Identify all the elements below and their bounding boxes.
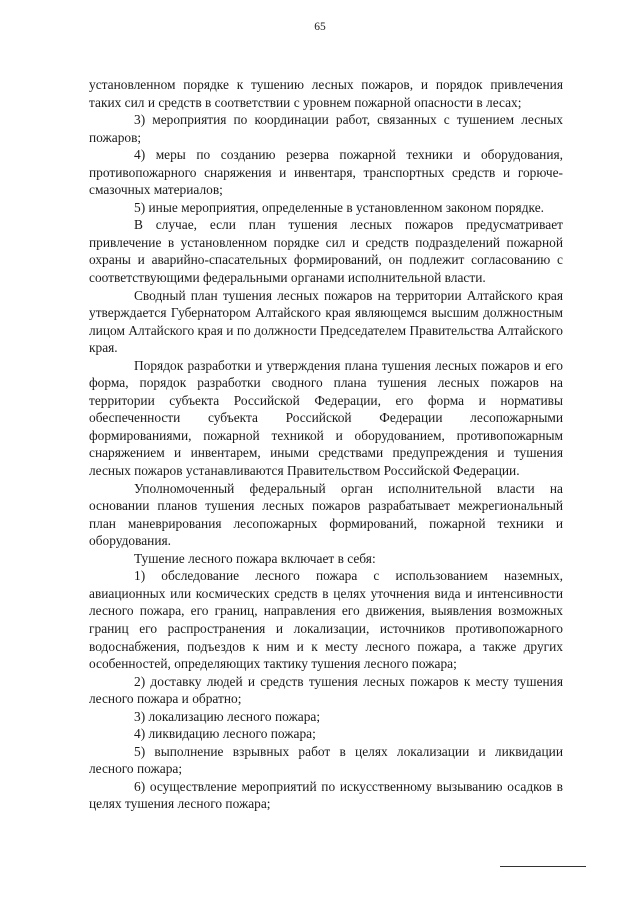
list-item-5-blasting: 5) выполнение взрывных работ в целях локализации и ликвидации лесного пожара; (89, 743, 563, 777)
paragraph-coordination: В случае, если план тушения лесных пожаров предусматривает привлечение в установленном порядке сил и средств подразделений пожарной охраны и аварийно-спасательных формирований, он подлежит согласованию с соответствующими федеральными органами исполнительной власти. (89, 217, 563, 286)
list-item-6-precipitation: 6) осуществление мероприятий по искусственному вызыванию осадков в целях тушения лесного пожара; (89, 778, 563, 812)
paragraph-extinguishing-intro: Тушение лесного пожара включает в себя: (134, 550, 376, 566)
page-number: 65 (314, 21, 326, 33)
list-item-3: 3) мероприятия по координации работ, связанных с тушением лесных пожаров; (89, 112, 563, 145)
paragraph-federal-body: Уполномоченный федеральный орган исполнительной власти на основании планов тушения лесных пожаров разрабатывает межрегиональный план маневрирования лесопожарных формирований, пожарной техники и оборудования. (89, 480, 563, 549)
list-item-3-localization: 3) локализацию лесного пожара; (134, 708, 321, 724)
list-item-2: 2) доставку людей и средств тушения лесных пожаров к месту тушения лесного пожара и обратно; (89, 673, 563, 707)
paragraph-consolidated-plan: Сводный план тушения лесных пожаров на территории Алтайского края утверждается Губернатором Алтайского края являющемся высшим должностным лицом Алтайского края и по должности Председателем Правительства Алтайского края. (89, 287, 563, 356)
document-body (89, 76, 563, 813)
list-item-1: 1) обследование лесного пожара с использованием наземных, авиационных или космических средств в целях уточнения вида и интенсивности лесного пожара, его границ, направления его движения, выявления возможных границ его распространения и локализации, источников противопожарного водоснабжения, подъездов к ним и к месту лесного пожара, а также других особенностей, определяющих тактику тушения лесного пожара; (89, 568, 563, 672)
footer-rule (500, 866, 586, 867)
list-item-4-liquidation: 4) ликвидацию лесного пожара; (134, 726, 316, 742)
list-item-4: 4) меры по созданию резерва пожарной техники и оборудования, противопожарного снаряжения и инвентаря, транспортных средств и горюче-смазочных материалов; (89, 147, 563, 198)
paragraph-continuation: установленном порядке к тушению лесных пожаров, и порядок привлечения таких сил и средств в соответствии с уровнем пожарной опасности в лесах; (89, 77, 563, 110)
paragraph-procedure: Порядок разработки и утверждения плана тушения лесных пожаров и его форма, порядок разработки сводного плана тушения лесных пожаров на территории субъекта Российской Федерации, его форма и нормативы обеспеченности субъекта Российской Федерации лесопожарными формированиями, пожарной техникой и оборудованием, противопожарным снаряжением и инвентарем, иными средствами предупреждения и тушения лесных пожаров устанавливаются Правительством Российской Федерации. (89, 357, 563, 479)
list-item-5: 5) иные мероприятия, определенные в установленном законом порядке. (134, 199, 544, 215)
